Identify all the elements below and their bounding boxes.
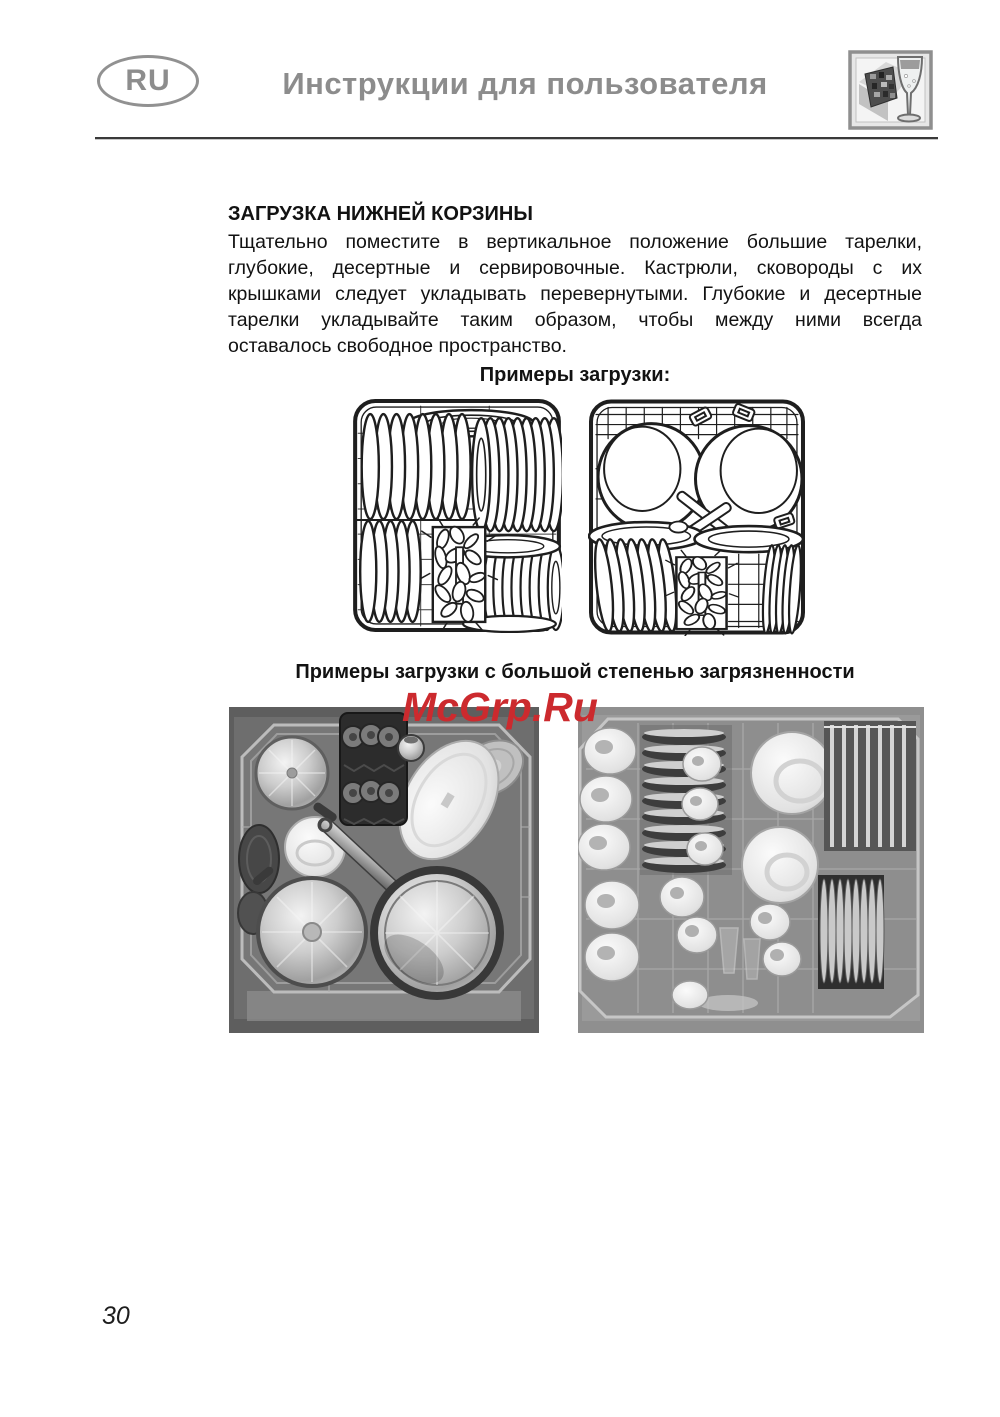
plate-row-bottom-left [592, 539, 680, 632]
paragraph-line: глубокие, десертные и сервировочные. Кастрюли, сковороды с их [228, 257, 922, 279]
frying-pan-right [374, 870, 500, 996]
figure-basket-drawing-plates [352, 398, 562, 633]
rod-rack [824, 721, 916, 851]
dishware-and-wine-glass-icon [848, 50, 933, 130]
cup-column-center [682, 747, 723, 865]
header-icon-art [848, 50, 933, 130]
language-badge-label: RU [125, 64, 171, 97]
page-title: Инструкции для пользователя [282, 66, 768, 101]
cutlery-basket [421, 518, 498, 631]
cutlery-basket [665, 550, 738, 636]
plate-row-top-left [362, 414, 471, 519]
plate-row-bottom-left [360, 521, 421, 622]
section-heading: ЗАГРУЗКА НИЖНЕЙ КОРЗИНЫ [228, 203, 533, 225]
header-divider [95, 137, 938, 140]
paragraph-line: тарелки укладывайте таким образом, чтобы между ними всегда [228, 309, 922, 331]
caption-heavy-soil: Примеры загрузки с большой степенью загрязненности [295, 661, 855, 683]
photo-basket-cups-plates [578, 707, 924, 1033]
figure-basket-drawing-pots [588, 398, 806, 636]
paragraph-line: крышками следует укладывать перевернутыми. Глубокие и десертные [228, 283, 922, 305]
paragraph-line: Тщательно поместите в вертикальное положение большие тарелки, [228, 231, 922, 253]
section-paragraph [228, 229, 922, 359]
plate-row-bottom-right [761, 545, 803, 634]
photo-basket-pots-pans [229, 707, 539, 1033]
caption-loading-examples: Примеры загрузки: [479, 364, 671, 386]
paragraph-line: оставалось свободное пространство. [228, 335, 567, 357]
plate-stack-bottom-right [818, 875, 884, 989]
plate-row-top-right [472, 418, 562, 531]
page-number: 30 [102, 1302, 130, 1330]
watermark: McGrp.Ru [402, 684, 598, 730]
